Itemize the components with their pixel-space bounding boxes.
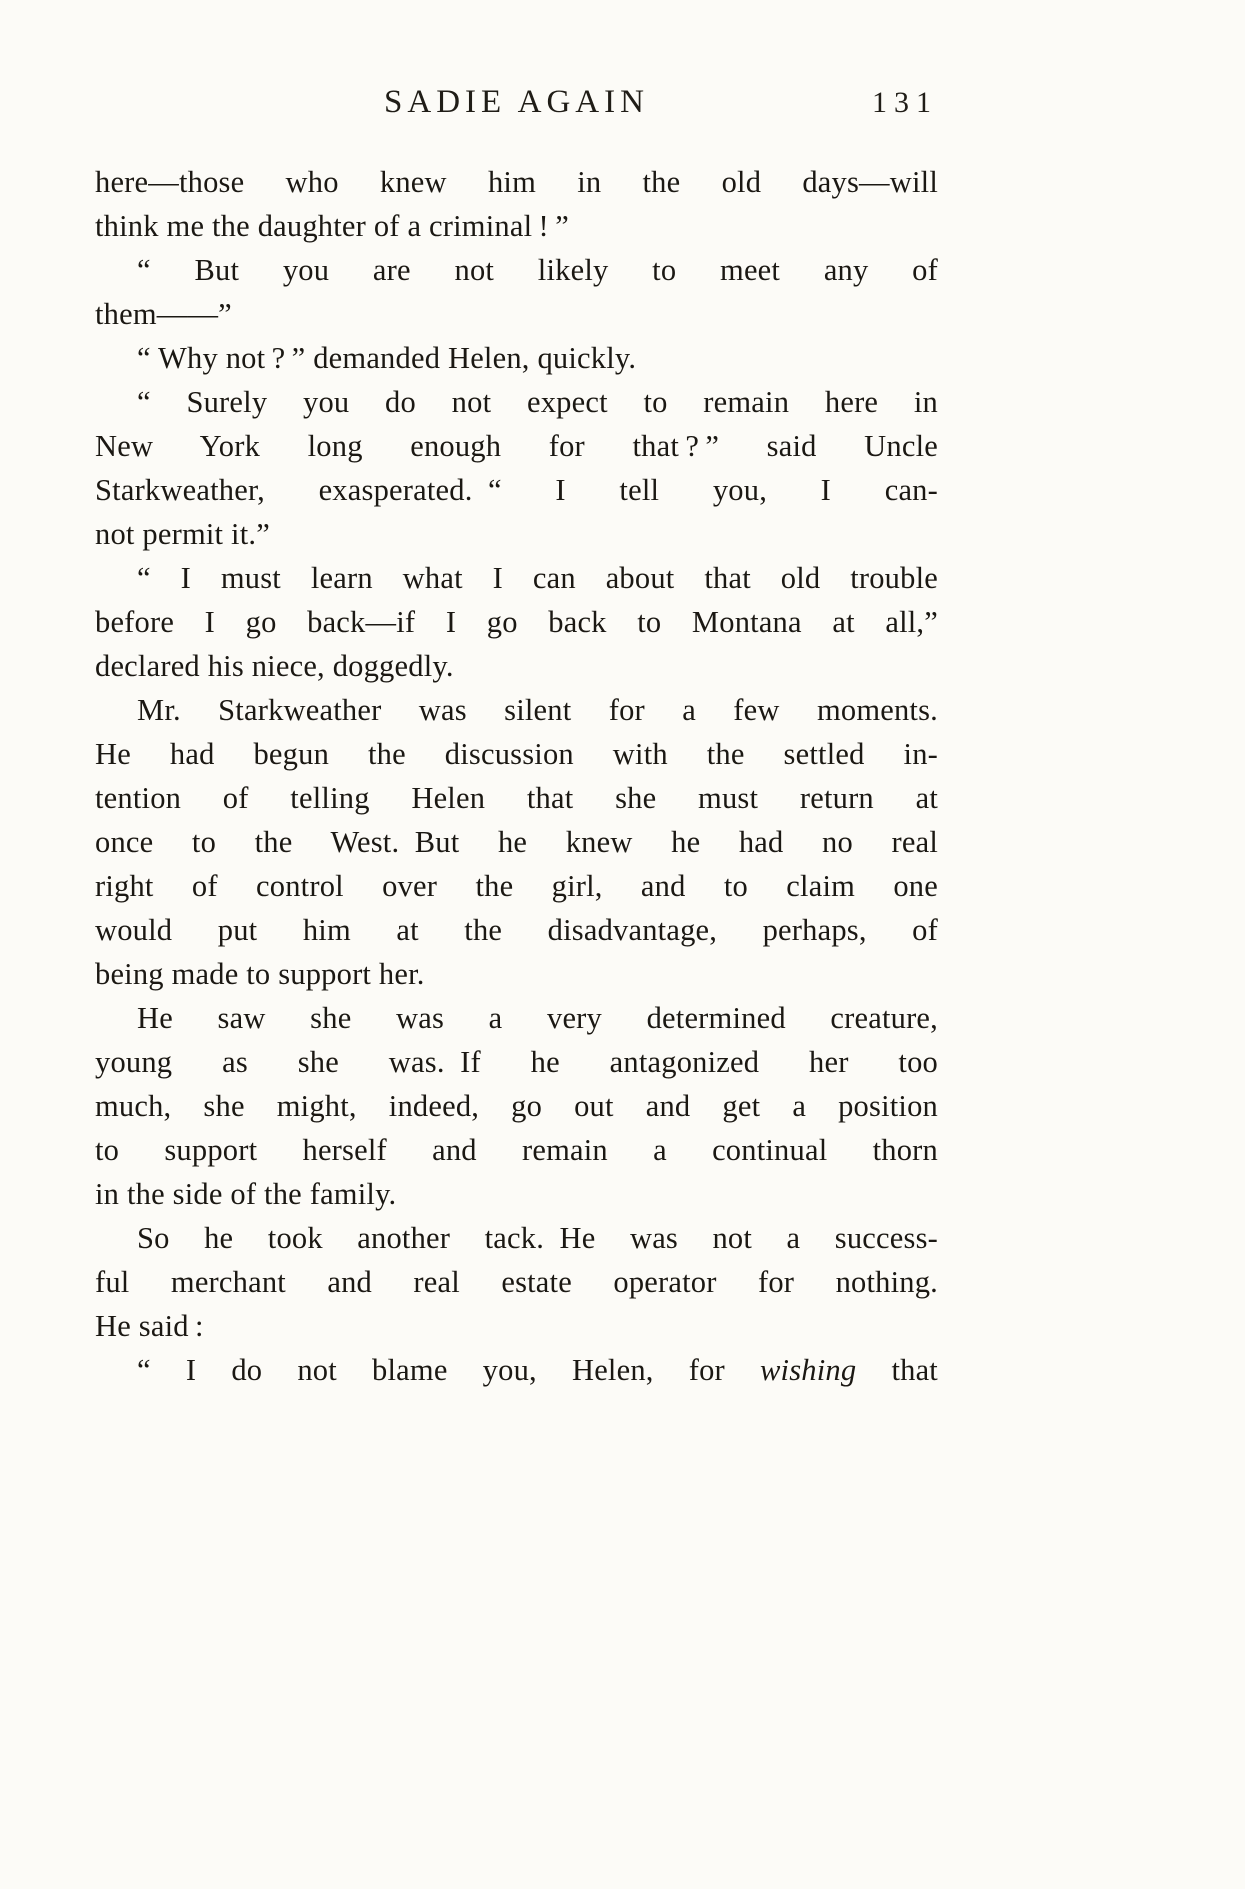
- text-line: to support herself and remain a continual thorn: [95, 1133, 938, 1167]
- text-line: New York long enough for that ? ” said Uncle: [95, 429, 938, 463]
- italic-word: wishing: [760, 1353, 857, 1387]
- text-line: not permit it.”: [95, 517, 270, 551]
- text-line: He saw she was a very determined creature,: [137, 1001, 938, 1035]
- chapter-title: SADIE AGAIN: [384, 84, 649, 120]
- text-line: He said :: [95, 1309, 204, 1343]
- text-line: before I go back—if I go back to Montana at all,”: [95, 605, 938, 639]
- text-line: young as she was. If he antagonized her too: [95, 1045, 938, 1079]
- text-line: ful merchant and real estate operator for nothing.: [95, 1265, 938, 1299]
- text-line: “ But you are not likely to meet any of: [137, 253, 938, 287]
- body-text: [95, 160, 938, 1392]
- text-line: think me the daughter of a criminal ! ”: [95, 209, 569, 243]
- text-line: So he took another tack. He was not a success-: [137, 1221, 938, 1255]
- text-line: here—those who knew him in the old days—will: [95, 165, 938, 199]
- text-line: “ Why not ? ” demanded Helen, quickly.: [137, 341, 637, 375]
- text-line: much, she might, indeed, go out and get a position: [95, 1089, 938, 1123]
- text-segment: that: [856, 1353, 938, 1387]
- text-line: “ I must learn what I can about that old trouble: [137, 561, 938, 595]
- text-line: being made to support her.: [95, 957, 425, 991]
- text-line: once to the West. But he knew he had no real: [95, 825, 938, 859]
- running-head: [95, 84, 938, 132]
- text-line: them——”: [95, 297, 232, 331]
- text-line: declared his niece, doggedly.: [95, 649, 454, 683]
- page-number: 131: [872, 86, 938, 119]
- text-line: right of control over the girl, and to claim one: [95, 869, 938, 903]
- text-line: tention of telling Helen that she must return at: [95, 781, 938, 815]
- text-line: would put him at the disadvantage, perhaps, of: [95, 913, 938, 947]
- text-line: in the side of the family.: [95, 1177, 397, 1211]
- text-line: [95, 1348, 938, 1392]
- text-line: Starkweather, exasperated. “ I tell you, I can-: [95, 473, 938, 507]
- text-line: He had begun the discussion with the settled in-: [95, 737, 938, 771]
- text-line: “ Surely you do not expect to remain here in: [137, 385, 938, 419]
- text-segment: “ I do not blame you, Helen, for: [137, 1353, 761, 1387]
- text-line: Mr. Starkweather was silent for a few moments.: [137, 693, 938, 727]
